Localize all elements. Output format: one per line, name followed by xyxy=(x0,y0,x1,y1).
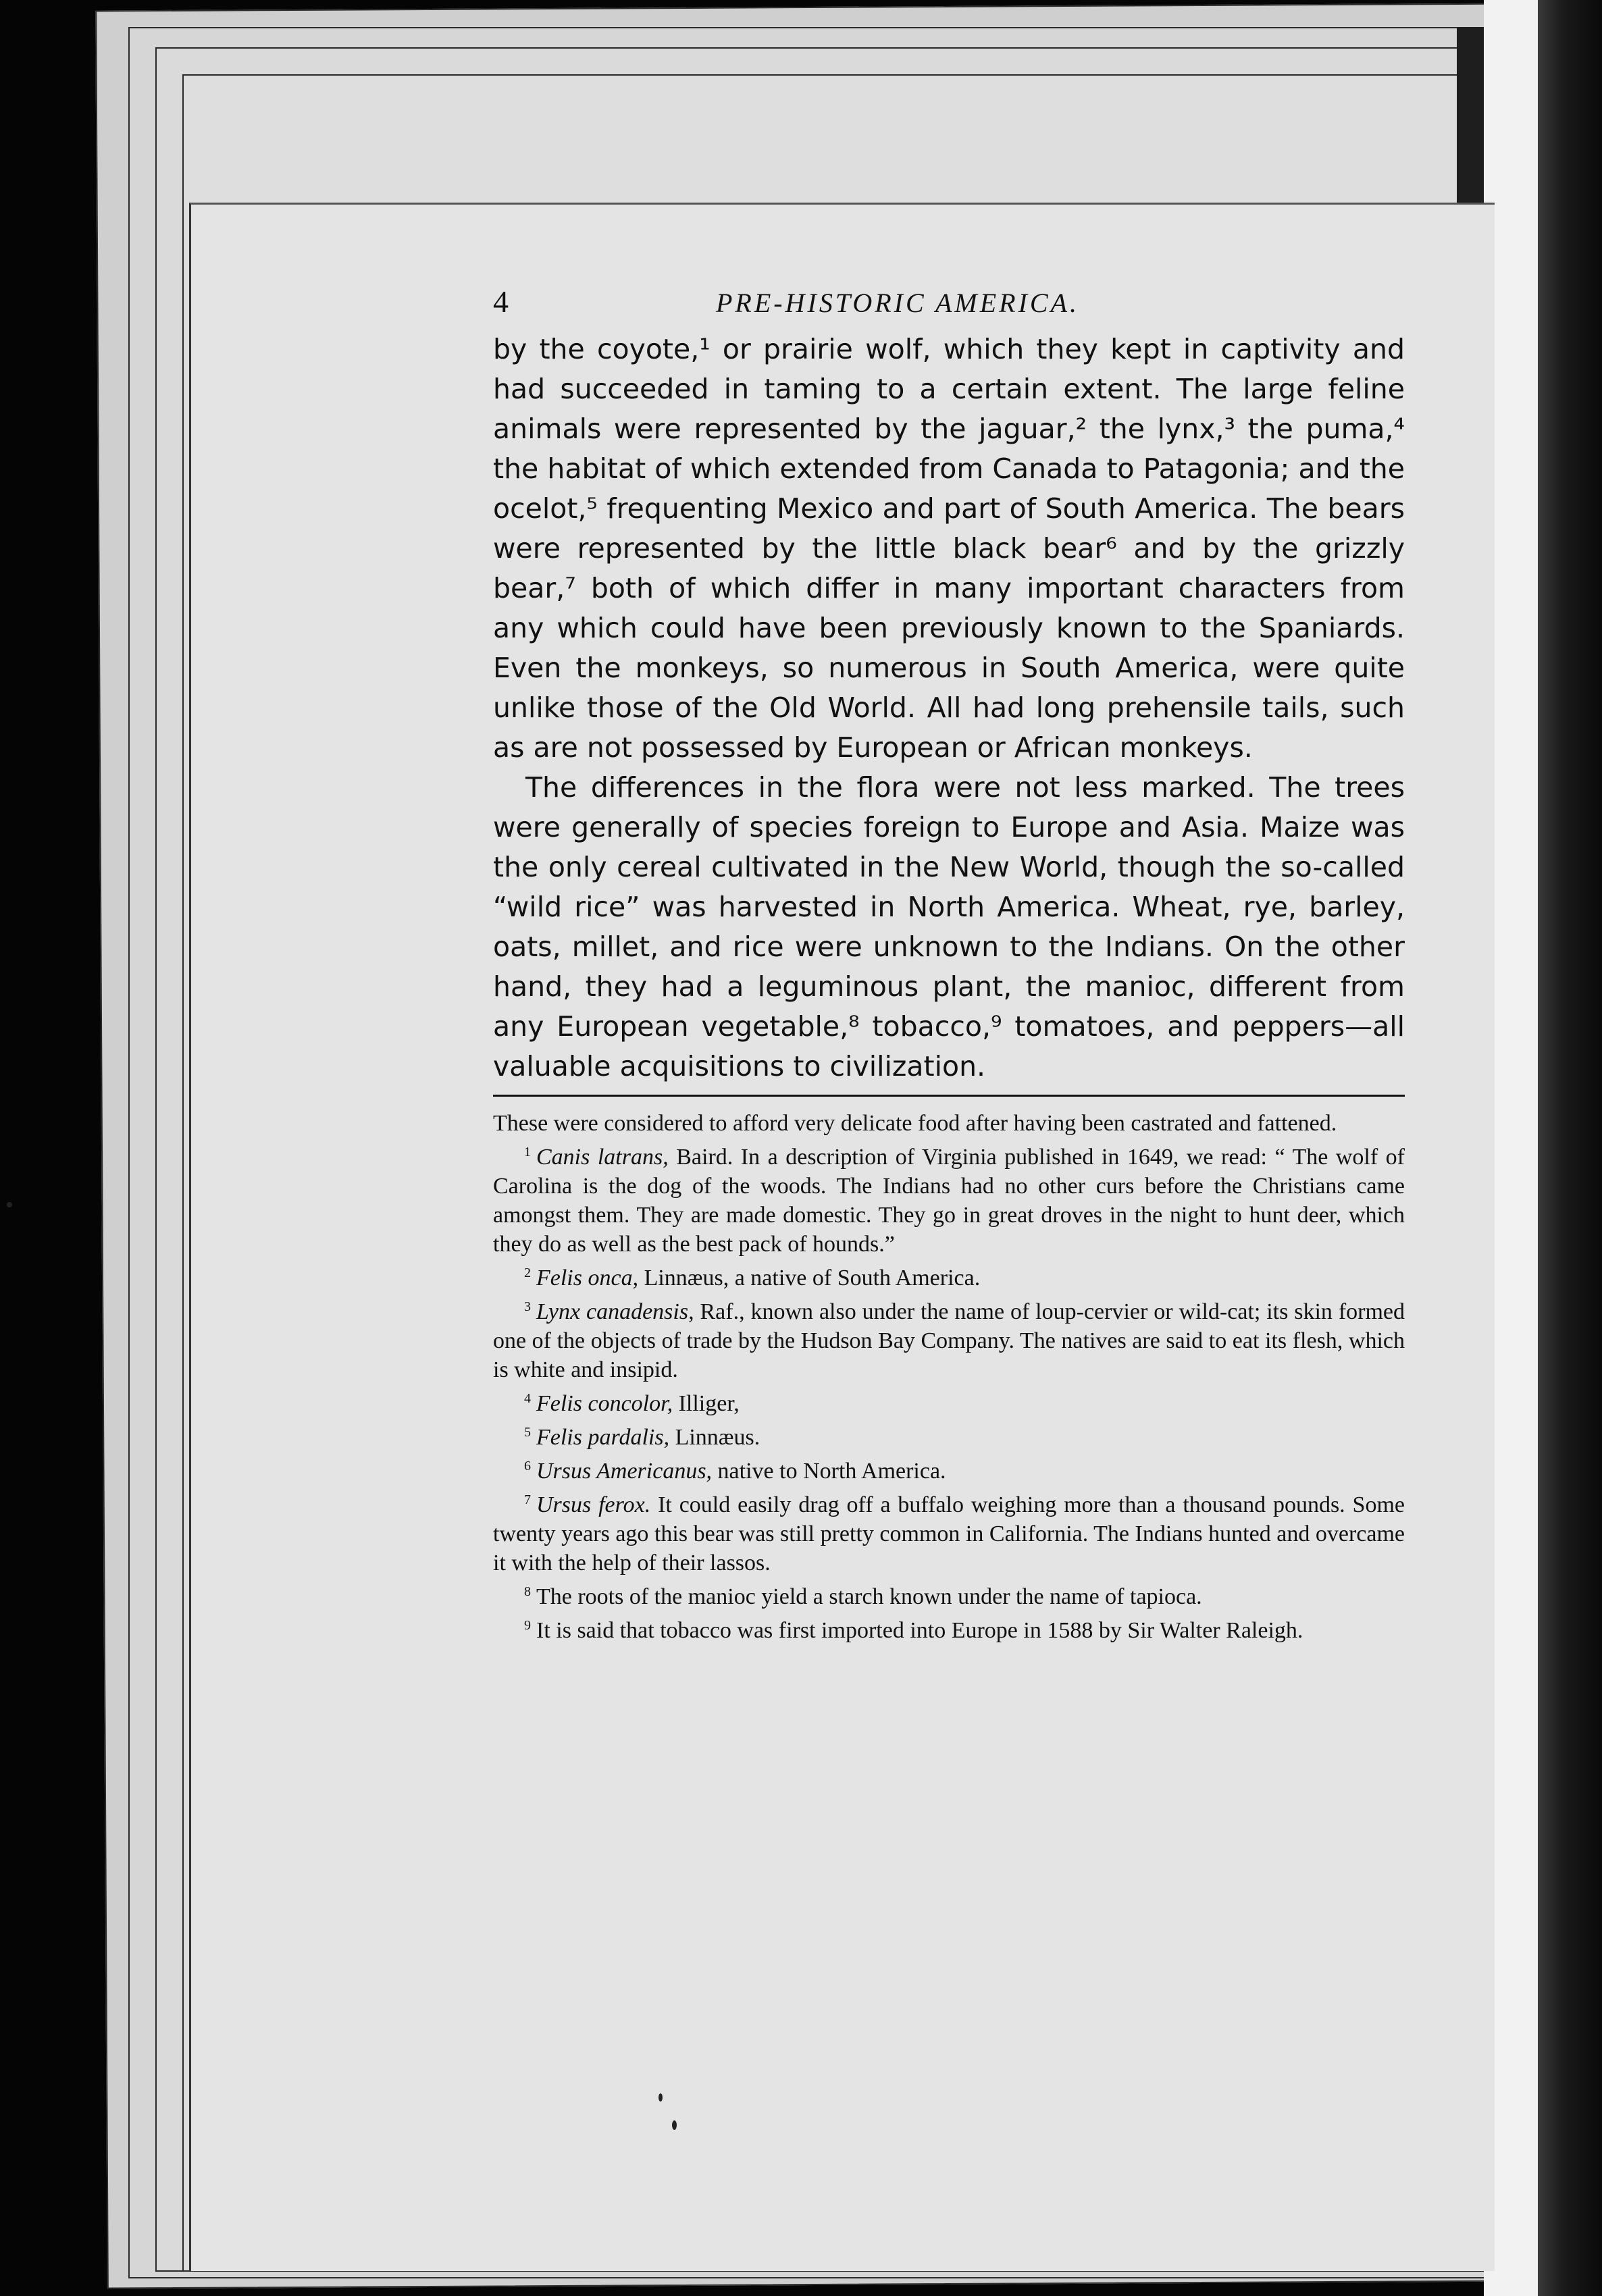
species-name: Felis onca, xyxy=(536,1266,639,1290)
species-name: Felis pardalis, xyxy=(536,1425,670,1450)
footnote-rule xyxy=(493,1095,1405,1097)
footnote-text: It is said that tobacco was first imported into Europe in 1588 by Sir Walter Raleigh. xyxy=(536,1618,1303,1643)
species-name: Ursus ferox. xyxy=(536,1492,651,1517)
footnote-mark: 7 xyxy=(524,1492,531,1507)
scan-speck xyxy=(672,2120,677,2130)
species-name: Ursus Americanus, xyxy=(536,1459,713,1484)
body-paragraph: by the coyote,¹ or prairie wolf, which they kept in captivity and had succeeded in taming to a certain extent. The large feline animals were represented by the jaguar,² the lynx,³ the puma,⁴ the habitat of which extended from Canada to Patagonia; and the ocelot,⁵ frequenting Mexico and part of South America. The bears were represented by the little black bear⁶ and by the grizzly bear,⁷ both of which differ in many important characters from any which could have been previously known to the Spaniards. Even the monkeys, so numerous in South America, were quite unlike those of the Old World. All had long prehensile tails, such as are not possessed by European or African monkeys. xyxy=(493,333,1405,764)
footnote-mark: 9 xyxy=(524,1618,531,1633)
footnote-text: Linnæus, a native of South America. xyxy=(638,1266,981,1290)
footnote-7 xyxy=(493,1486,1405,1577)
scan-speck xyxy=(658,2093,663,2102)
footnote-text: Illiger, xyxy=(673,1391,740,1416)
species-name: Felis concolor, xyxy=(536,1391,673,1416)
footnote-continued: These were considered to afford very delicate food after having been castrated and fattened. xyxy=(493,1111,1337,1136)
footnote-6 xyxy=(493,1452,1405,1486)
running-head xyxy=(493,284,1405,324)
footnote-mark: 3 xyxy=(524,1299,531,1314)
footnote-text: Raf., known also under the name of loup-cervier or wild-cat; its skin formed one of the objects of trade by the Hudson Bay Company. The natives are said to eat its flesh, which is white and insipid. xyxy=(493,1299,1405,1382)
footnotes xyxy=(493,1109,1405,1645)
page-number: 4 xyxy=(493,284,509,319)
footnote-2 xyxy=(493,1259,1405,1293)
footnote-8 xyxy=(493,1577,1405,1611)
footnote-mark: 6 xyxy=(524,1459,531,1473)
footnote-mark: 4 xyxy=(524,1391,531,1406)
footnote-3 xyxy=(493,1293,1405,1384)
footnote-mark: 5 xyxy=(524,1425,531,1440)
book-spine xyxy=(1538,0,1602,2296)
footnote-text: Linnæus. xyxy=(669,1425,760,1450)
footnote-mark: 2 xyxy=(524,1266,531,1280)
footnote-text: Baird. In a description of Virginia published in 1649, we read: “ The wolf of Carolina is the dog of the woods. The Indians had no other curs before the Christians came amongst them. They are made domestic. They go in great droves in the night to hunt deer, which they do as well as the best pack of hounds.” xyxy=(493,1145,1405,1257)
running-title: PRE-HISTORIC AMERICA. xyxy=(716,288,1080,318)
footnote-text: The roots of the manioc yield a starch known under the name of tapioca. xyxy=(536,1584,1202,1609)
body-text xyxy=(493,330,1405,1087)
page-content xyxy=(493,284,1405,1645)
species-name: Lynx canadensis, xyxy=(536,1299,694,1324)
footnote-text: native to North America. xyxy=(712,1459,946,1484)
scan-speck xyxy=(7,1202,12,1207)
body-paragraph: The differences in the flora were not less marked. The trees were generally of species foreign to Europe and Asia. Maize was the only cereal cultivated in the New World, though the so-called “wild rice” was harvested in North America. Wheat, rye, barley, oats, millet, and rice were unknown to the Indians. On the other hand, they had a leguminous plant, the manioc, different from any European vegetable,⁸ tobacco,⁹ tomatoes, and peppers—all valuable acquisitions to civilization. xyxy=(493,771,1405,1082)
species-name: Canis latrans, xyxy=(536,1145,669,1170)
footnote-9 xyxy=(493,1611,1405,1645)
footnote-1 xyxy=(493,1138,1405,1259)
footnote-mark: 1 xyxy=(524,1145,531,1159)
footnote-mark: 8 xyxy=(524,1584,531,1599)
footnote-text: It could easily drag off a buffalo weighing more than a thousand pounds. Some twenty years ago this bear was still pretty common in California. The Indians hunted and overcame it with the help of their lassos. xyxy=(493,1492,1405,1575)
footnote-5 xyxy=(493,1418,1405,1452)
footnote-4 xyxy=(493,1384,1405,1418)
